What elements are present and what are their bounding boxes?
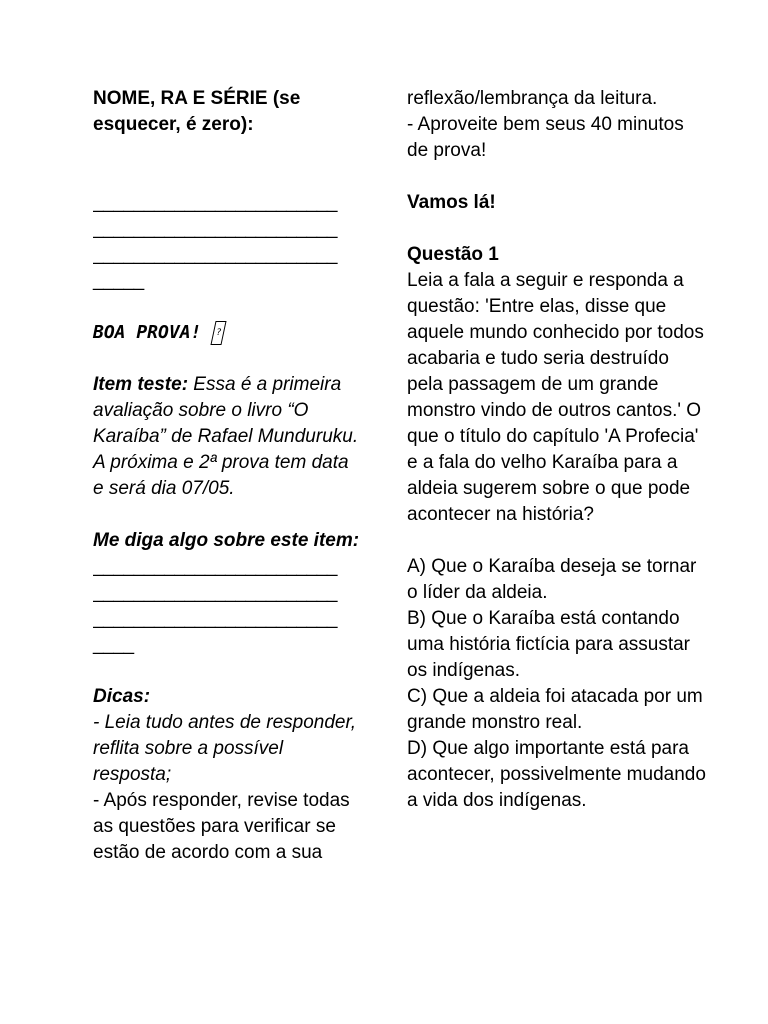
item-answer-line[interactable]: ________________________	[93, 608, 338, 629]
missing-emoji-icon: ?	[211, 321, 227, 345]
boa-prova-text: BOA PROVA!	[93, 322, 202, 343]
questao-text: Leia a fala a seguir e responda a questão: 'Entre elas, disse que aquele mundo conhecido por todos acabaria e tudo seria destruído pela passagem de um grande monstro vindo de outros cantos.' O que o título do capítulo 'A Profecia' e a fala do velho Karaíba para a aldeia sugerem sobre o que pode acontecer na história?	[407, 270, 704, 525]
spacer	[93, 138, 363, 164]
questao-title: Questão 1	[407, 244, 499, 265]
spacer	[93, 658, 363, 684]
dica-2-continued: reflexão/lembrança da leitura.	[407, 88, 658, 109]
item-answer-line[interactable]: ________________________	[93, 582, 338, 603]
name-answer-line[interactable]: ________________________	[93, 218, 338, 239]
me-diga-heading: Me diga algo sobre este item:	[93, 530, 360, 551]
name-answer-line[interactable]: ________________________	[93, 244, 338, 265]
name-heading: NOME, RA E SÉRIE (se esquecer, é zero):	[93, 88, 301, 135]
dica-2: - Após responder, revise todas as questões para verificar se estão de acordo com a sua	[93, 790, 350, 863]
left-column	[93, 86, 363, 866]
spacer	[93, 346, 363, 372]
item-teste	[93, 372, 363, 502]
item-teste-label: Item teste:	[93, 374, 189, 395]
right-column	[407, 86, 707, 814]
item-teste-text: Essa é a primeira avaliação sobre o livro “O Karaíba” de Rafael Munduruku. A próxima e 2ª prova tem data e será dia 07/05.	[93, 374, 359, 499]
option-c[interactable]: C) Que a aldeia foi atacada por um grande monstro real.	[407, 686, 703, 733]
option-d[interactable]: D) Que algo importante está para acontecer, possivelmente mudando a vida dos indígenas.	[407, 738, 706, 811]
spacer	[407, 164, 707, 190]
item-answer-line[interactable]: ________________________	[93, 556, 338, 577]
option-b[interactable]: B) Que o Karaíba está contando uma história fictícia para assustar os indígenas.	[407, 608, 691, 681]
option-a[interactable]: A) Que o Karaíba deseja se tornar o líder da aldeia.	[407, 556, 697, 603]
spacer	[93, 164, 363, 190]
name-answer-line[interactable]: _____	[93, 270, 144, 291]
dica-3: - Aproveite bem seus 40 minutos de prova!	[407, 114, 684, 161]
spacer	[93, 502, 363, 528]
spacer	[93, 294, 363, 320]
vamos-la: Vamos lá!	[407, 192, 496, 213]
spacer	[407, 216, 707, 242]
name-answer-line[interactable]: ________________________	[93, 192, 338, 213]
dica-1: - Leia tudo antes de responder, reflita sobre a possível resposta;	[93, 712, 357, 785]
item-answer-line[interactable]: ____	[93, 634, 134, 655]
dicas-heading: Dicas:	[93, 686, 151, 707]
spacer	[407, 528, 707, 554]
boa-prova	[93, 320, 363, 346]
